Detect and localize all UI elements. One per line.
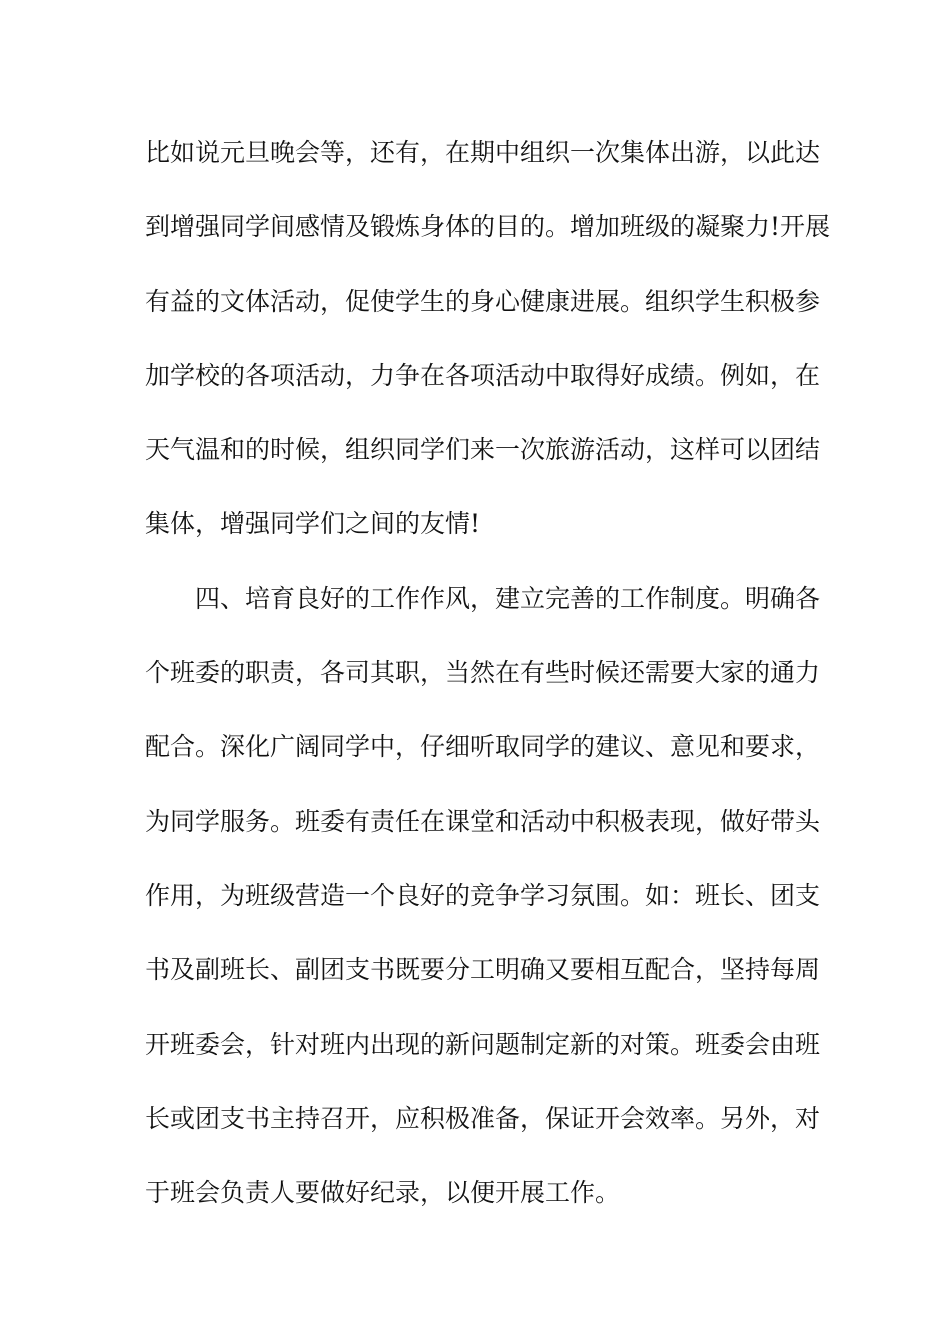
text-line: 比如说元旦晚会等，还有，在期中组织一次集体出游，以此达 [145, 138, 821, 167]
text-line: 加学校的各项活动，力争在各项活动中取得好成绩。例如，在 [145, 360, 821, 390]
text-line: 作用，为班级营造一个良好的竞争学习氛围。如：班长、团支 [145, 880, 821, 910]
text-line: 开班委会，针对班内出现的新问题制定新的对策。班委会由班 [145, 1029, 821, 1059]
text-line: 书及副班长、副团支书既要分工明确又要相互配合，坚持每周 [145, 955, 821, 985]
text-line: 到增强同学间感情及锻炼身体的目的。增加班级的凝聚力!开展 [145, 212, 831, 242]
text-line: 为同学服务。班委有责任在课堂和活动中积极表现，做好带头 [145, 806, 821, 836]
text-line: 于班会负责人要做好纪录，以便开展工作。 [145, 1178, 621, 1208]
text-line: 有益的文体活动，促使学生的身心健康进展。组织学生积极参 [145, 286, 821, 316]
text-line: 个班委的职责，各司其职，当然在有些时候还需要大家的通力 [145, 658, 821, 688]
paragraph-start-line: 四、培育良好的工作作风，建立完善的工作制度。明确各 [195, 583, 821, 613]
text-line: 长或团支书主持召开，应积极准备，保证开会效率。另外，对 [145, 1103, 821, 1133]
text-line: 天气温和的时候，组织同学们来一次旅游活动，这样可以团结 [145, 435, 821, 465]
text-line: 配合。深化广阔同学中，仔细听取同学的建议、意见和要求， [145, 732, 821, 762]
body-text [145, 126, 831, 1240]
text-line: 集体，增强同学们之间的友情! [145, 509, 481, 539]
